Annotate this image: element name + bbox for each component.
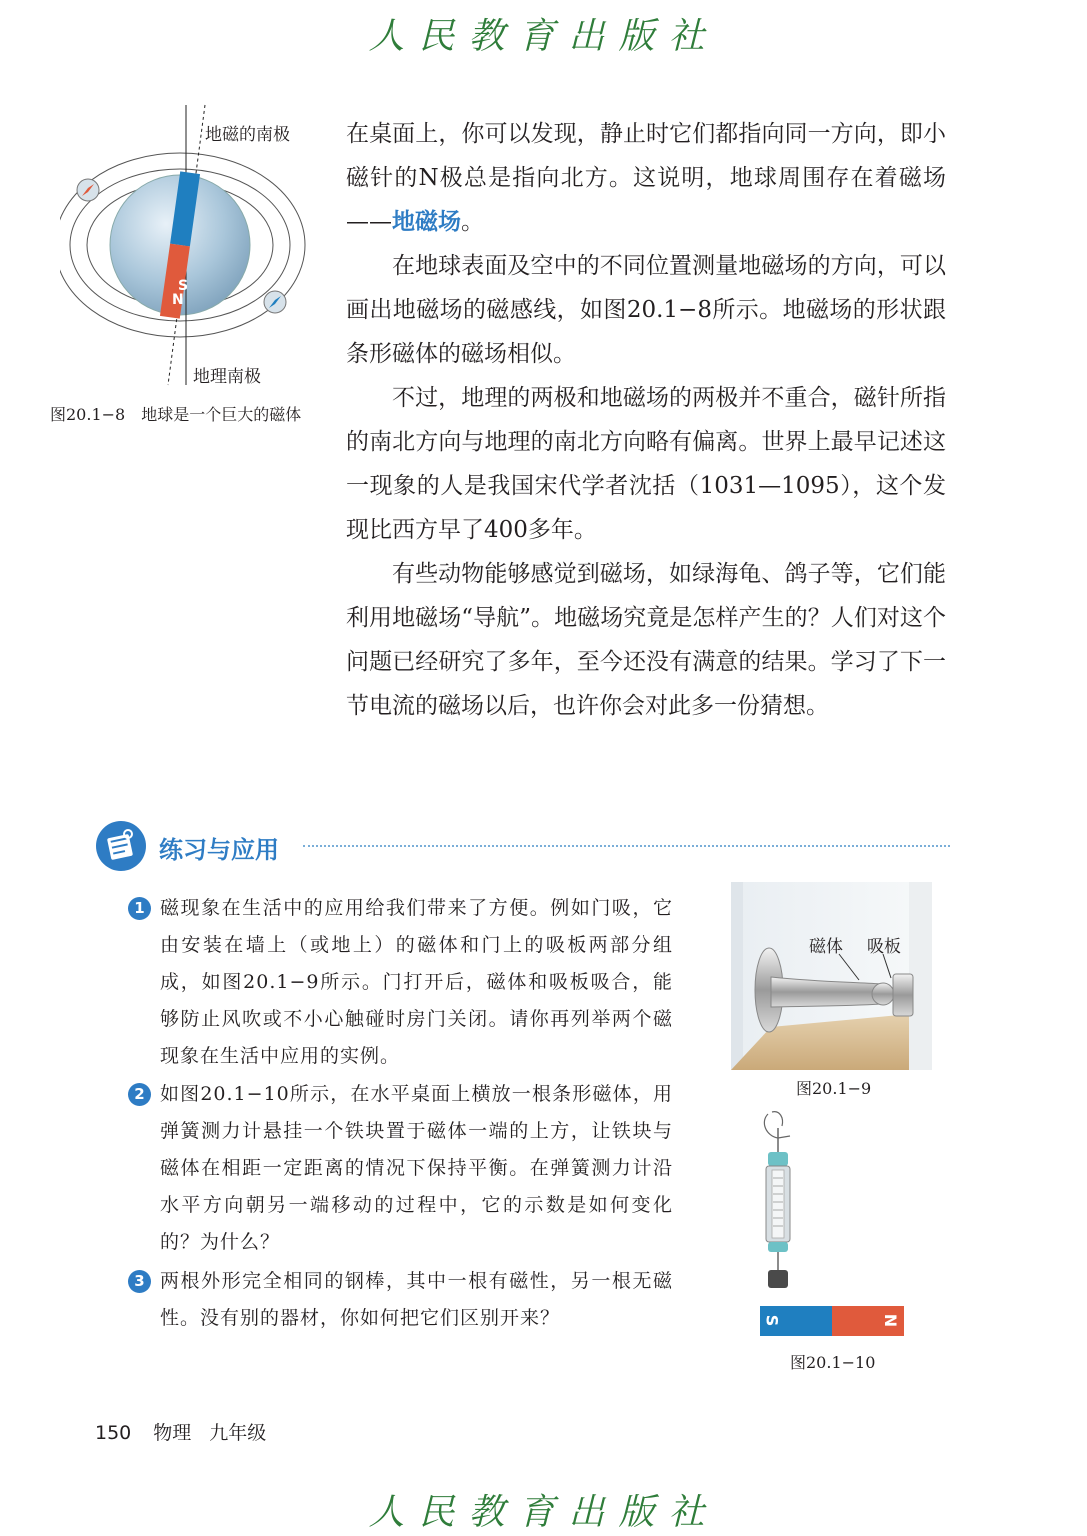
paragraph-4: 有些动物能够感觉到磁场，如绿海龟、鸽子等，它们能利用地磁场“导航”。地磁场究竟是怎样产生的？人们对这个问题已经研究了多年，至今还没有满意的结果。学习了下一节电流的磁场以后，也许你会对此多一份猜想。	[346, 561, 946, 719]
section-divider	[303, 845, 950, 847]
door-figure-caption: 图20.1−9	[796, 1079, 872, 1098]
footer-subject: 物理	[153, 1422, 192, 1444]
earth-figure-caption: 图20.1−8 地球是一个巨大的磁体	[50, 405, 302, 424]
spring-scale-figure	[750, 1108, 910, 1340]
compass-icon-right	[264, 291, 286, 313]
spring-scale-illustration	[750, 1108, 910, 1340]
door-stopper-illustration	[731, 882, 932, 1070]
door-stopper-photo	[731, 882, 932, 1070]
publisher-watermark-top: 人民教育出版社	[368, 16, 719, 57]
footer-grade: 九年级	[209, 1422, 267, 1444]
exercise-item-2	[128, 1076, 673, 1261]
earth-pole-n-label: N	[172, 292, 184, 308]
exercise-section-header	[95, 818, 950, 874]
body-text	[346, 112, 946, 728]
exercise-text: 两根外形完全相同的钢棒，其中一根有磁性，另一根无磁性。没有别的器材，你如何把它们区别开来？	[160, 1270, 673, 1329]
spring-figure-caption: 图20.1−10	[790, 1353, 876, 1372]
paragraph-1: 在桌面上，你可以发现，静止时它们都指向同一方向，即小磁针的N极总是指向北方。这说明，地球周围存在着磁场——地磁场。	[346, 121, 946, 235]
exercise-item-1	[128, 890, 673, 1075]
earth-pole-s-label: S	[178, 278, 189, 294]
exercise-section-title: 练习与应用	[159, 836, 279, 864]
page-footer	[95, 1418, 266, 1445]
bar-magnet-n-label: N	[881, 1313, 901, 1328]
geographic-south-label: 地理南极	[193, 367, 261, 387]
door-plate-label: 吸板	[867, 937, 901, 957]
exercise-number-badge: 3	[128, 1270, 151, 1293]
exercise-number-badge: 2	[128, 1083, 151, 1106]
keyword-geomagnetic-field: 地磁场	[392, 209, 461, 235]
paragraph-3: 不过，地理的两极和地磁场的两极并不重合，磁针所指的南北方向与地理的南北方向略有偏离。世界上最早记述这一现象的人是我国宋代学者沈括（1031—1095），这个发现比西方早了400多年。	[346, 385, 946, 543]
bar-magnet-s-label: S	[762, 1314, 782, 1327]
page-number: 150	[95, 1422, 132, 1444]
compass-icon-left	[77, 179, 99, 201]
door-magnet-label: 磁体	[809, 937, 843, 957]
exercise-item-3	[128, 1263, 673, 1337]
earth-magnet-figure	[60, 100, 320, 395]
geomagnetic-south-label: 地磁的南极	[205, 125, 290, 145]
exercise-text: 如图20.1−10所示，在水平桌面上横放一根条形磁体，用弹簧测力计悬挂一个铁块置于磁体一端的上方，让铁块与磁体在相距一定距离的情况下保持平衡。在弹簧测力计沿水平方向朝另一端移动的过程中，它的示数是如何变化的？为什么？	[160, 1083, 673, 1253]
exercise-text: 磁现象在生活中的应用给我们带来了方便。例如门吸，它由安装在墙上（或地上）的磁体和门上的吸板两部分组成，如图20.1−9所示。门打开后，磁体和吸板吸合，能够防止风吹或不小心触碰时房门关闭。请你再列举两个磁现象在生活中应用的实例。	[160, 897, 673, 1067]
exercise-notebook-icon	[95, 820, 147, 872]
publisher-watermark-bottom: 人民教育出版社	[368, 1492, 719, 1533]
exercise-number-badge: 1	[128, 897, 151, 920]
paragraph-2: 在地球表面及空中的不同位置测量地磁场的方向，可以画出地磁场的磁感线，如图20.1−8所示。地磁场的形状跟条形磁体的磁场相似。	[346, 253, 946, 367]
